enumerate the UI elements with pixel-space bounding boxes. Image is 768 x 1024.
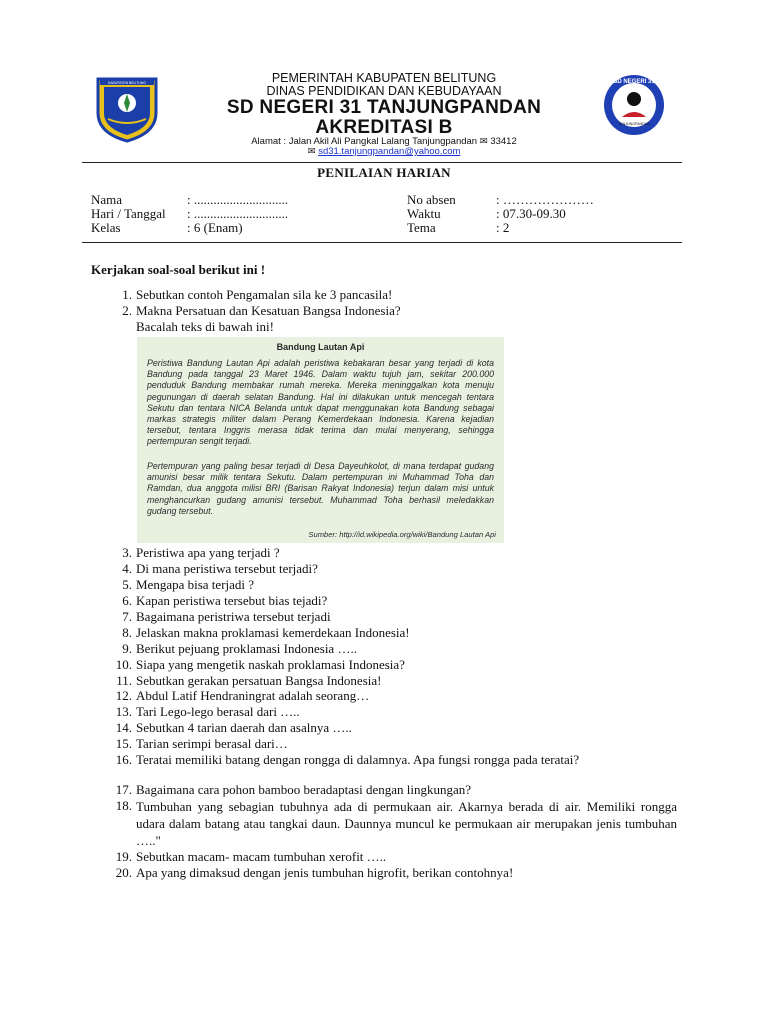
department-heading: DINAS PENDIDIKAN DAN KEBUDAYAAN [266,84,502,98]
reading-prompt-text: Bacalah teks di bawah ini! [136,319,274,334]
tema-label: Tema [407,220,436,235]
nama-field: : ............................. [187,192,289,207]
waktu-value: : 07.30-09.30 [496,206,566,221]
question-text: Kapan peristiwa tersebut bias tejadi? [136,593,328,608]
instruction: Kerjakan soal-soal berikut ini ! [91,262,266,277]
question-number: 6. [122,593,132,608]
question-number: 1. [122,287,132,302]
question-number: 10. [115,657,132,672]
question-number: 2. [122,303,132,318]
letterhead-divider [82,162,682,163]
question-item [108,798,677,850]
question-text: Bagaimana peristriwa tersebut terjadi [136,609,331,624]
question-number: 16. [115,752,132,767]
question-number: 5. [122,577,132,592]
reading-paragraph-1: Peristiwa Bandung Lautan Api adalah peristiwa kebakaran besar yang terjadi di kota Bandung pada tanggal 23 Maret 1946. Dalam waktu tujuh jam, sekitar 200.000 penduduk Bandung membakar rumah mereka. Mereka meninggalkan kota menuju pegunungan di daerah selatan Bandung. Hal ini dilakukan untuk mencegah tentara Sekutu dan tentara NICA Belanda untuk dapat menggunakan kota Bandung sebagai markas strategis militer dalam Perang Kemerdekaan Indonesia. Karena kejadian tersebut, tentara Inggris merasa tidak terima dan mulai menyerang, sehingga pertempuran sengit terjadi. [147,358,494,447]
question-text: Apa yang dimaksud dengan jenis tumbuhan higrofit, berikan contohnya! [136,865,514,880]
question-number: 13. [115,704,132,719]
school-name: SD NEGERI 31 TANJUNGPANDAN [226,97,542,118]
question-text: Sebutkan 4 tarian daerah dan asalnya ….. [136,720,352,735]
question-number: 7. [122,609,132,624]
question-text: Sebutkan gerakan persatuan Bangsa Indonesia! [136,673,382,688]
kelas-label: Kelas [91,220,121,235]
question-text: Tumbuhan yang sebagian tubuhnya ada di permukaan air. Akarnya berada di air. Memiliki rongga udara dalam batang atau tangkai daun. Daunnya muncul ke permukaan air merupakan jenis tumbuhan ….." [136,799,677,848]
email-link[interactable]: sd31.tanjungpandan@yahoo.com [318,146,461,157]
nama-label: Nama [91,192,123,207]
question-text: Jelaskan makna proklamasi kemerdekaan Indonesia! [136,625,410,640]
question-text: Berikut pejuang proklamasi Indonesia ….. [136,641,357,656]
question-text: Mengapa bisa terjadi ? [136,577,255,592]
school-logo-subtext: TANJUNGPANDAN [618,122,650,126]
accreditation: AKREDITASI B [315,117,453,138]
tema-value: : 2 [496,220,510,235]
government-heading: PEMERINTAH KABUPATEN BELITUNG [271,71,497,85]
question-text: Peristiwa apa yang terjadi ? [136,545,280,560]
question-text: Abdul Latif Hendraningrat adalah seorang… [136,688,370,703]
question-text: Makna Persatuan dan Kesatuan Bangsa Indonesia? [136,303,401,318]
question-number: 8. [122,625,132,640]
waktu-label: Waktu [407,206,441,221]
question-text: Siapa yang mengetik naskah proklamasi Indonesia? [136,657,405,672]
question-number: 18. [115,798,132,813]
question-number: 4. [122,561,132,576]
question-number: 19. [115,849,132,864]
question-text: Tari Lego-lego berasal dari ….. [136,704,300,719]
email-line [0,146,768,157]
question-text: Teratai memiliki batang dengan rongga di dalamnya. Apa fungsi rongga pada teratai? [136,752,580,767]
no-absen-field: : ………………… [496,192,594,207]
hari-tanggal-field: : ............................. [187,206,289,221]
question-number: 17. [115,782,132,797]
no-absen-label: No absen [407,192,456,207]
question-number: 20. [115,865,132,880]
question-number: 9. [122,641,132,656]
school-logo-text: SD NEGERI 31 [613,79,655,85]
question-text: Tarian serimpi berasal dari… [136,736,288,751]
envelope-icon: ✉ [307,146,316,157]
question-number: 12. [115,688,132,703]
reading-paragraph-2: Pertempuran yang paling besar terjadi di Desa Dayeuhkolot, di mana terdapat gudang amunisi besar milik tentara Sekutu. Dalam pertempuran ini Muhammad Toha dan Ramdan, dua anggota milisi BRI (Barisan Rakyat Indonesia) terjun dalam misi untuk menghancurkan gudang amunisi tersebut. Muhammad Toha berhasil meledakkan gudang tersebut. [147,461,494,516]
reading-passage [137,337,504,543]
reading-title: Bandung Lautan Api [276,342,365,352]
kelas-value: : 6 (Enam) [187,220,243,235]
reading-source: Sumber: http://id.wikipedia.org/wiki/Bandung Lautan Api [308,530,496,539]
info-divider [82,242,682,243]
hari-tanggal-label: Hari / Tanggal [91,206,166,221]
school-address: Alamat : Jalan Akil Ali Pangkal Lalang Tanjungpandan ✉ 33412 [251,136,517,147]
question-text: Sebutkan contoh Pengamalan sila ke 3 pancasila! [136,287,393,302]
question-number: 14. [115,720,132,735]
question-text: Bagaimana cara pohon bamboo beradaptasi dengan lingkungan? [136,782,471,797]
question-text: Sebutkan macam- macam tumbuhan xerofit ….. [136,849,387,864]
question-number: 3. [122,545,132,560]
question-number: 11. [116,673,132,688]
question-text: Di mana peristiwa tersebut terjadi? [136,561,318,576]
regency-emblem-text: KABUPATEN BELITUNG [108,81,146,85]
page-title: PENILAIAN HARIAN [317,165,451,180]
question-number: 15. [115,736,132,751]
